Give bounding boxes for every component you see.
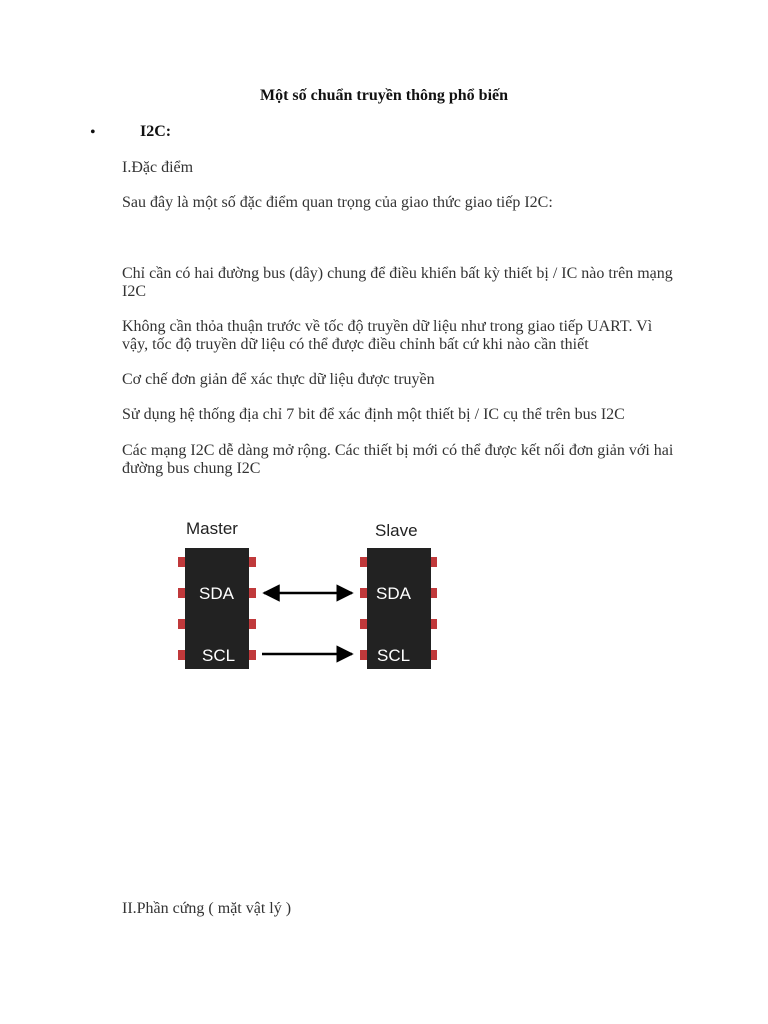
i2c-master-slave-diagram [172,510,452,680]
feature-item: Các mạng I2C dễ dàng mở rộng. Các thiết bị mới có thể được kết nối đơn giản với hai đường bus chung I2C [122,442,674,477]
slave-chip [360,548,437,669]
subheading-phan-cung: II.Phần cứng ( mặt vật lý ) [122,900,292,917]
page-title: Một số chuẩn truyền thông phổ biến [259,87,509,104]
section-heading-i2c: I2C: [140,123,172,140]
master-label: Master [186,519,238,538]
master-sda-label: SDA [199,584,234,603]
subheading-dac-diem: I.Đặc điểm [122,159,194,176]
feature-item: Cơ chế đơn giản để xác thực dữ liệu được truyền [122,371,435,388]
master-chip [178,548,256,669]
slave-sda-label: SDA [376,584,411,603]
bullet-icon: • [90,124,96,141]
feature-item: Không cần thỏa thuận trước về tốc độ truyền dữ liệu như trong giao tiếp UART. Vì vậy, tốc độ truyền dữ liệu có thể được điều chỉnh bất cứ khi nào cần thiết [122,318,653,353]
feature-item: Sử dụng hệ thống địa chỉ 7 bit để xác định một thiết bị / IC cụ thể trên bus I2C [122,406,625,423]
feature-item: Chỉ cần có hai đường bus (dây) chung để điều khiển bất kỳ thiết bị / IC nào trên mạng I2C [122,265,673,300]
slave-label: Slave [375,521,418,540]
slave-scl-label: SCL [377,646,411,665]
intro-paragraph: Sau đây là một số đặc điểm quan trọng của giao thức giao tiếp I2C: [122,194,553,211]
master-scl-label: SCL [202,646,236,665]
